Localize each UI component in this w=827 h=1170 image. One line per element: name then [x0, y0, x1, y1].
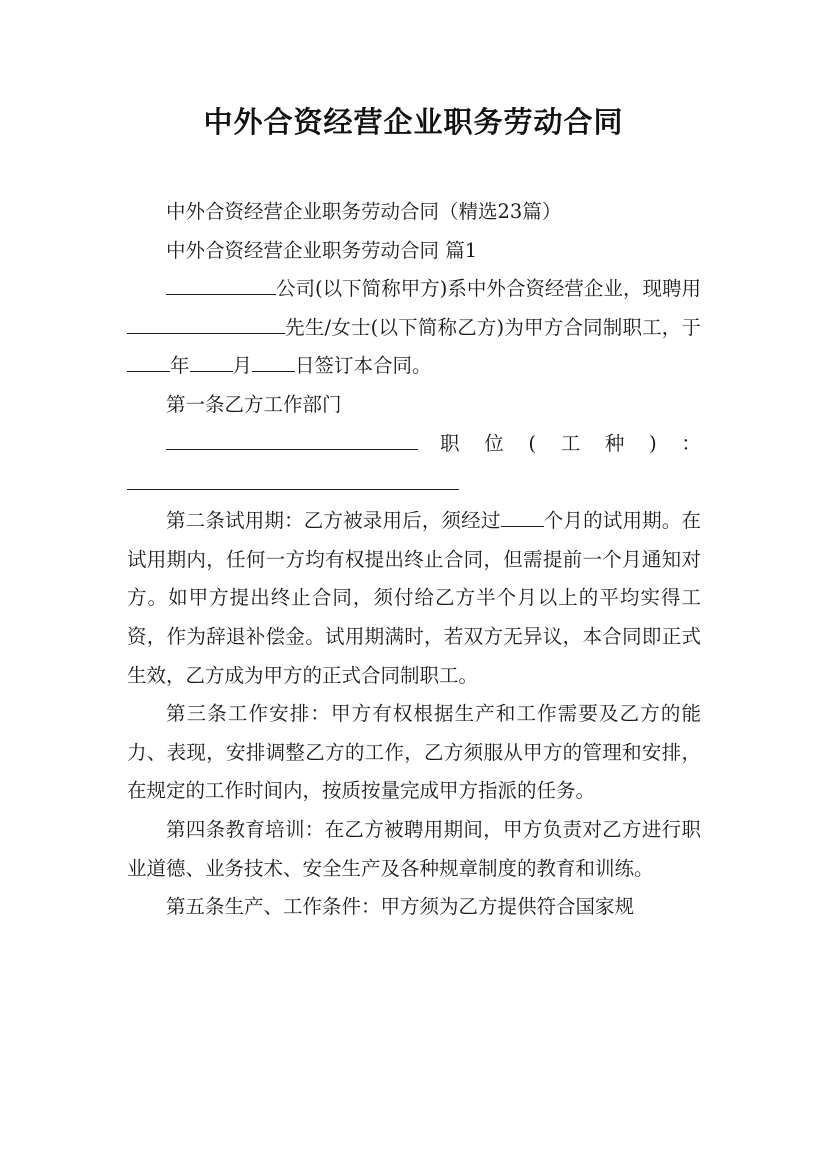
position-row: [127, 425, 701, 464]
intro-end: 日签订本合同。: [295, 354, 432, 378]
company-blank: [166, 274, 276, 295]
document-body: [127, 193, 701, 927]
article-1: 第一条乙方工作部门: [166, 392, 342, 416]
department-blank: [166, 428, 418, 449]
article-4: 第四条教育培训：在乙方被聘用期间，甲方负责对乙方进行职业道德、业务技术、安全生产及各种规章制度的教育和训练。: [127, 817, 701, 880]
trial-months-blank: [501, 506, 544, 527]
article-3: 第三条工作安排：甲方有权根据生产和工作需要及乙方的能力、表现，安排调整乙方的工作，乙方须服从甲方的管理和安排，在规定的工作时间内，按质按量完成甲方指派的任务。: [127, 702, 701, 803]
position-label: 职 位 ( 工 种 ) ：: [440, 431, 701, 455]
month-label: 月: [232, 354, 253, 378]
section-heading: 中外合资经营企业职务劳动合同 篇1: [166, 238, 478, 262]
intro-text-a: 公司(以下简称甲方)系中外合资经营企业，现聘用: [276, 277, 701, 301]
year-label: 年: [170, 354, 190, 378]
day-blank: [252, 351, 295, 372]
year-blank: [127, 351, 170, 372]
document-title: 中外合资经营企业职务劳动合同: [203, 105, 624, 139]
document-subtitle: 中外合资经营企业职务劳动合同（精选23篇）: [166, 200, 562, 223]
article-5: 第五条生产、工作条件：甲方须为乙方提供符合国家规: [166, 895, 635, 919]
article-2: 第二条试用期：乙方被录用后，须经过 个月的试用期。在试用期内，任何一方均有权提出终止合同，但需提前一个月通知对方。如甲方提出终止合同，须付给乙方半个月以上的平均实得工资，作为辞退补偿金。试用期满时，若双方无异议，本合同即正式生效，乙方成为甲方的正式合同制职工。: [127, 502, 701, 695]
month-blank: [190, 351, 233, 372]
position-blank: [127, 463, 459, 490]
intro-text-b: 先生/女士(以下简称乙方)为甲方合同制职工，于: [285, 315, 701, 339]
employee-name-blank: [127, 312, 285, 333]
paragraph-intro: [127, 270, 701, 386]
